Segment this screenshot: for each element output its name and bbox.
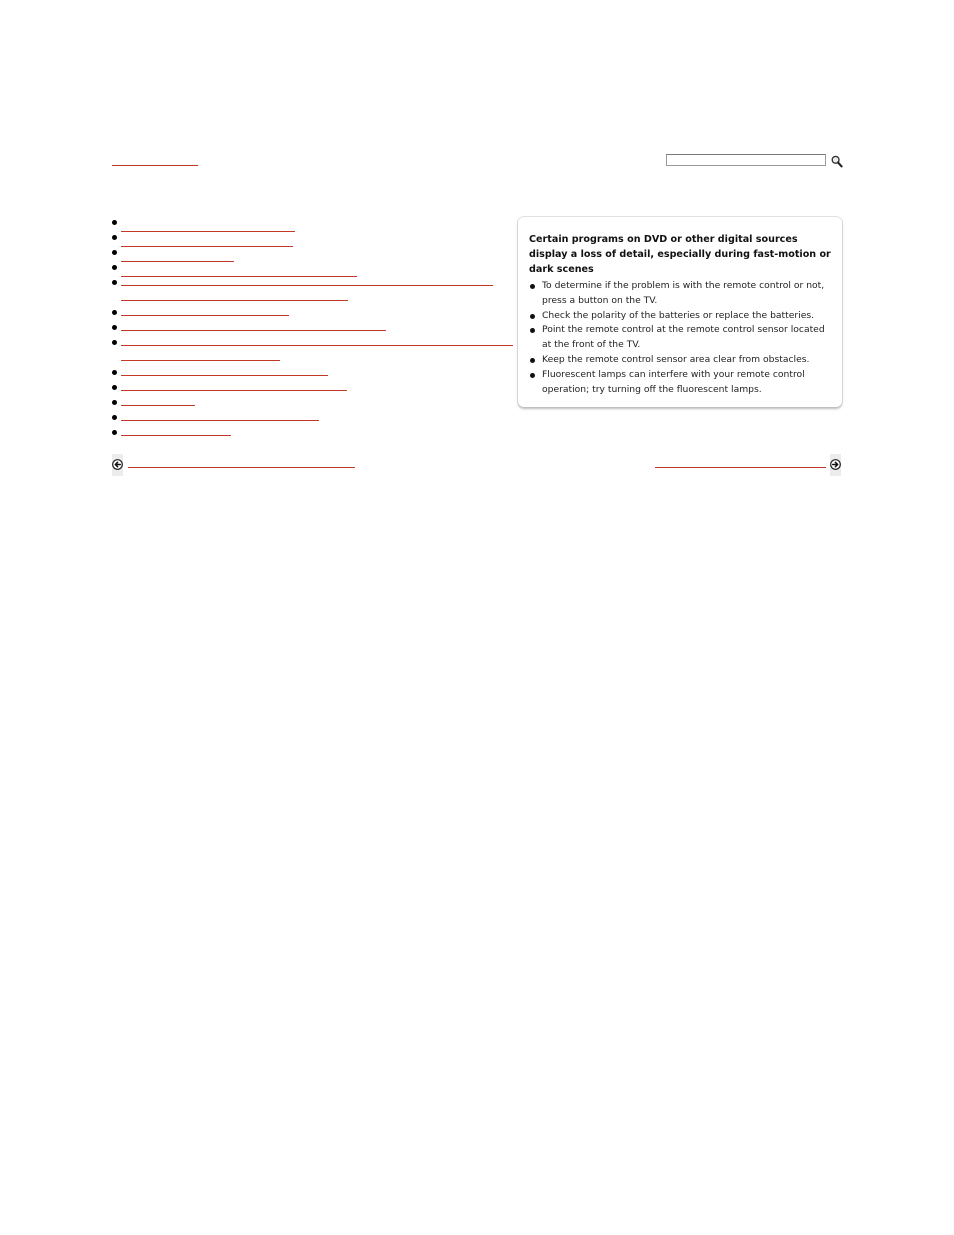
bullet — [112, 220, 117, 225]
toc-link[interactable] — [121, 345, 513, 346]
tips-list — [529, 279, 835, 397]
bullet — [112, 340, 117, 345]
toc-link[interactable] — [121, 390, 347, 391]
toc-link[interactable] — [121, 360, 280, 361]
bullet — [112, 430, 117, 435]
arrow-left-circle-icon — [112, 459, 123, 470]
bullet — [112, 415, 117, 420]
tip-item: To determine if the problem is with the remote control or not, press a button on the TV. — [529, 279, 835, 309]
tip-item: Fluorescent lamps can interfere with your remote control operation; try turning off the fluorescent lamps. — [529, 368, 835, 398]
top-link[interactable] — [112, 163, 198, 166]
toc-link[interactable] — [121, 420, 319, 421]
bullet — [112, 400, 117, 405]
toc-link[interactable] — [121, 246, 293, 247]
search-input[interactable] — [666, 154, 826, 166]
toc-link[interactable] — [121, 315, 289, 316]
toc-link[interactable] — [121, 375, 328, 376]
tip-item: Keep the remote control sensor area clear from obstacles. — [529, 353, 835, 368]
arrow-right-circle-icon — [830, 459, 841, 470]
search-icon — [831, 155, 843, 168]
bullet — [112, 370, 117, 375]
toc-link[interactable] — [121, 285, 493, 286]
next-page-button[interactable] — [830, 454, 841, 476]
toc-link[interactable] — [121, 300, 348, 301]
bullet — [112, 325, 117, 330]
previous-page-button[interactable] — [112, 454, 123, 476]
tip-item: Point the remote control at the remote control sensor located at the front of the TV. — [529, 323, 835, 353]
toc-link[interactable] — [121, 330, 386, 331]
bullet — [112, 250, 117, 255]
toc-link[interactable] — [121, 231, 295, 232]
tip-item: Check the polarity of the batteries or replace the batteries. — [529, 309, 835, 324]
previous-page-link[interactable] — [128, 467, 355, 468]
troubleshooting-panel — [518, 217, 842, 407]
search-button[interactable] — [831, 153, 843, 166]
next-page-link[interactable] — [655, 467, 826, 468]
toc-link[interactable] — [121, 276, 357, 277]
toc-link[interactable] — [121, 405, 195, 406]
toc-link[interactable] — [121, 435, 231, 436]
bullet — [112, 385, 117, 390]
bullet — [112, 265, 117, 270]
bullet — [112, 280, 117, 285]
toc-link[interactable] — [121, 261, 234, 262]
bullet — [112, 235, 117, 240]
bullet — [112, 310, 117, 315]
panel-title: Certain programs on DVD or other digital sources display a loss of detail, especially during fast-motion or dark scenes — [529, 234, 831, 275]
